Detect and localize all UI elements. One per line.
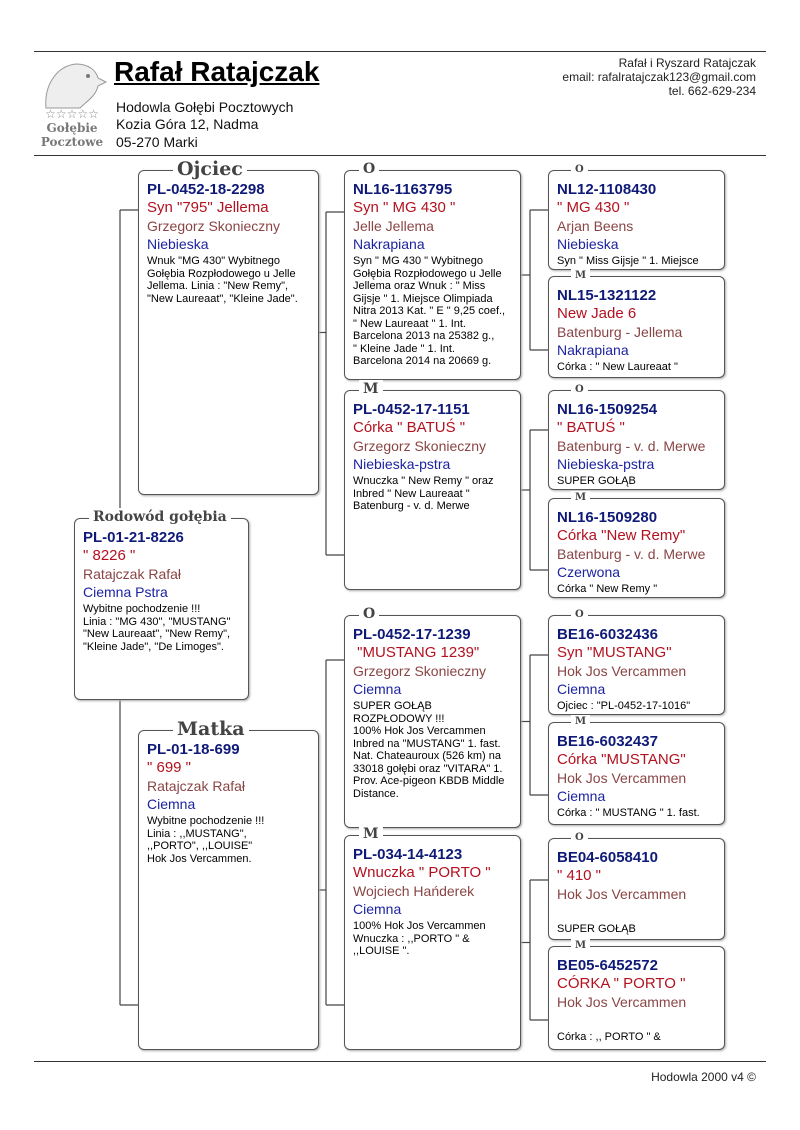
plumage-color: Ciemna xyxy=(353,901,402,917)
notes: SUPER GOŁĄB xyxy=(557,923,636,935)
ring-number: BE16-6032437 xyxy=(557,733,658,750)
subtitle: Hodowla Gołębi Pocztowych xyxy=(116,99,294,115)
breeder: Grzegorz Skonieczny xyxy=(147,218,281,234)
breeder: Hok Jos Vercammen xyxy=(557,886,687,902)
contact-phone: tel. 662-629-234 xyxy=(668,84,756,98)
notes: Ojciec : "PL-0452-17-1016" xyxy=(557,700,691,712)
ring-number: NL12-1108430 xyxy=(557,181,657,198)
pigeon-name: CÓRKA " PORTO " xyxy=(557,975,686,992)
notes: SUPER GOŁĄB xyxy=(557,475,636,487)
card-label: O xyxy=(359,605,379,623)
city: 05-270 Marki xyxy=(116,134,198,150)
notes: Wnuk "MG 430" Wybitnego Gołębia Rozpłodowego u Jelle Jellema. Linia : "New Remy", "New Laureaat", "Kleine Jade". xyxy=(147,255,298,305)
breeder: Ratajczak Rafał xyxy=(83,566,182,582)
card-label: O xyxy=(359,160,379,178)
card-label: M xyxy=(359,380,383,398)
pedigree-card-m[interactable] xyxy=(138,718,319,1050)
breeder: Batenburg - v. d. Merwe xyxy=(557,438,706,454)
pedigree-card-mmm[interactable] xyxy=(548,940,725,1050)
card-label: M xyxy=(571,939,590,953)
notes: 100% Hok Jos Vercammen Wnuczka : ,,PORTO " & ,,LOUISE ". xyxy=(353,920,486,957)
pigeon-name: " 410 " xyxy=(557,867,602,884)
plumage-color: Niebieska-pstra xyxy=(353,456,451,472)
pedigree-card-mff[interactable] xyxy=(548,609,725,715)
breeder: Arjan Beens xyxy=(557,218,634,234)
ring-number: NL16-1163795 xyxy=(353,181,453,198)
pedigree-card-mm[interactable] xyxy=(344,826,521,1050)
notes: Córka : " MUSTANG " 1. fast. xyxy=(557,807,700,819)
contact-email[interactable]: email: rafalratajczak123@gmail.com xyxy=(562,70,756,84)
pedigree-card-fmm[interactable] xyxy=(548,492,725,598)
plumage-color xyxy=(557,903,718,921)
plumage-color: Niebieska xyxy=(557,236,619,252)
breeder: Grzegorz Skonieczny xyxy=(353,438,487,454)
logo-text-2: Pocztowe xyxy=(40,135,104,149)
ring-number: PL-01-21-8226 xyxy=(83,529,184,546)
plumage-color: Czerwona xyxy=(557,564,621,580)
breeder: Batenburg - Jellema xyxy=(557,324,683,340)
plumage-color: Ciemna Pstra xyxy=(83,584,168,600)
ring-number: PL-0452-18-2298 xyxy=(147,181,265,198)
breeder: Ratajczak Rafał xyxy=(147,778,246,794)
pigeon-name: Syn " MG 430 " xyxy=(353,199,456,216)
ring-number: PL-01-18-699 xyxy=(147,741,240,758)
pigeon-name: New Jade 6 xyxy=(557,305,637,322)
card-label: Rodowód gołębia xyxy=(89,508,231,526)
pigeon-name: " MG 430 " xyxy=(557,199,630,216)
ring-number: NL16-1509280 xyxy=(557,509,658,526)
ring-number: PL-0452-17-1151 xyxy=(353,401,470,418)
card-label: Matka xyxy=(173,717,249,741)
plumage-color: Ciemna xyxy=(557,788,606,804)
logo-text-1: Gołębie xyxy=(46,121,98,135)
svg-text:☆☆☆☆☆: ☆☆☆☆☆ xyxy=(45,107,99,121)
notes: Wybitne pochodzenie !!! Linia : ,,MUSTANG", ,,PORTO", ,,LOUISE" Hok Jos Vercammen. xyxy=(147,815,265,865)
pigeon-name: Syn "MUSTANG" xyxy=(557,644,672,661)
breeder: Grzegorz Skonieczny xyxy=(353,663,487,679)
pedigree-card-fm[interactable] xyxy=(344,381,521,590)
pedigree-card-mfm[interactable] xyxy=(548,716,725,825)
breeder-name: Rafał Ratajczak xyxy=(114,56,320,87)
pedigree-card-ffm[interactable] xyxy=(548,270,725,378)
pigeon-name: Córka "New Remy" xyxy=(557,527,686,544)
plumage-color: Ciemna xyxy=(147,796,196,812)
notes: Córka : " New Laureaat " xyxy=(557,361,678,373)
pigeon-name: Córka "MUSTANG" xyxy=(557,751,686,768)
card-label: Ojciec xyxy=(173,157,247,181)
address: Kozia Góra 12, Nadma xyxy=(116,116,259,132)
plumage-color: Ciemna xyxy=(557,681,606,697)
plumage-color: Nakrapiana xyxy=(353,236,425,252)
notes: Córka : ,, PORTO " & xyxy=(557,1031,661,1043)
notes: Syn " MG 430 " Wybitnego Gołębia Rozpłodowego u Jelle Jellema oraz Wnuk : " Miss Gijsje " 1. Miejsce Olimpiada Nitra 2013 Kat. " E " 9,25 coef., " New Laureaat " 1. Int. Barcelona 2013 na 25382 g., " Kleine Jade " 1. Int. Barcelona 2014 na 20669 g. xyxy=(353,255,506,367)
contact-names: Rafał i Ryszard Ratajczak xyxy=(618,56,756,70)
pigeon-name: " 8226 " xyxy=(83,547,136,564)
plumage-color xyxy=(557,1011,718,1029)
plumage-color: Niebieska-pstra xyxy=(557,456,655,472)
breeder: Hok Jos Vercammen xyxy=(557,770,687,786)
pigeon-name: " 699 " xyxy=(147,759,192,776)
notes: Wnuczka " New Remy " oraz Inbred " New Laureaat " Batenburg - v. d. Merwe xyxy=(353,475,494,512)
card-label: M xyxy=(571,491,590,505)
ring-number: NL15-1321122 xyxy=(557,287,657,304)
pigeon-name: "MUSTANG 1239" xyxy=(353,644,480,661)
footer-version: Hodowla 2000 v4 © xyxy=(651,1070,756,1084)
pedigree-card-mf[interactable] xyxy=(344,606,521,828)
pigeon-name: Wnuczka " PORTO " xyxy=(353,864,491,881)
notes: SUPER GOŁĄB ROZPŁODOWY !!! 100% Hok Jos Vercammen Inbred na "MUSTANG" 1. fast. Nat. Chateauroux (526 km) na 33018 gołębi oraz "VITARA" 1. Prov. Ace-pigeon KBDB Middle Distance. xyxy=(353,700,505,800)
breeder: Hok Jos Vercammen xyxy=(557,994,687,1010)
card-label: M xyxy=(571,269,590,283)
card-label: O xyxy=(571,608,588,622)
notes: Wybitne pochodzenie !!! Linia : "MG 430", "MUSTANG" "New Laureaat", "New Remy", "Kleine Jade", "De Limoges". xyxy=(83,603,231,653)
ring-number: PL-0452-17-1239 xyxy=(353,626,471,643)
ring-number: BE16-6032436 xyxy=(557,626,658,643)
pedigree-card-fmf[interactable] xyxy=(548,384,725,490)
breeder: Jelle Jellema xyxy=(353,218,434,234)
ring-number: BE04-6058410 xyxy=(557,849,658,866)
breeder: Hok Jos Vercammen xyxy=(557,663,687,679)
pedigree-card-ff[interactable] xyxy=(344,161,521,380)
ring-number: PL-034-14-4123 xyxy=(353,846,463,863)
pedigree-card-f[interactable] xyxy=(138,158,319,495)
card-label: O xyxy=(571,383,588,397)
card-label: M xyxy=(571,715,590,729)
pedigree-card-root[interactable] xyxy=(74,509,249,700)
pedigree-card-mmf[interactable] xyxy=(548,832,725,940)
breeder: Wojciech Hańderek xyxy=(353,883,475,899)
notes: Syn " Miss Gijsje " 1. Miejsce xyxy=(557,255,699,267)
ring-number: NL16-1509254 xyxy=(557,401,658,418)
card-label: O xyxy=(571,831,588,845)
pedigree-card-fff[interactable] xyxy=(548,164,725,270)
breeder: Batenburg - v. d. Merwe xyxy=(557,546,706,562)
pigeon-name: Syn "795" Jellema xyxy=(147,199,269,216)
card-label: M xyxy=(359,825,383,843)
plumage-color: Niebieska xyxy=(147,236,209,252)
pigeon-name: " BATUŚ " xyxy=(557,419,625,436)
plumage-color: Nakrapiana xyxy=(557,342,629,358)
pigeon-name: Córka " BATUŚ " xyxy=(353,419,466,436)
ring-number: BE05-6452572 xyxy=(557,957,658,974)
plumage-color: Ciemna xyxy=(353,681,402,697)
notes: Córka " New Remy " xyxy=(557,583,658,595)
card-label: O xyxy=(571,163,588,177)
